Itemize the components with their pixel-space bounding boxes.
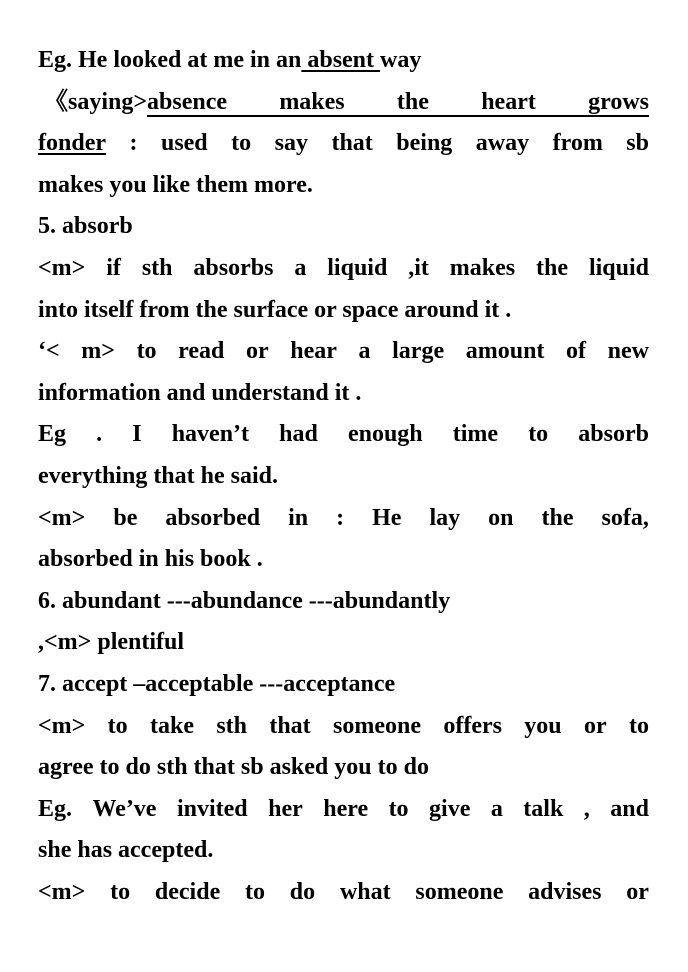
word: take: [150, 712, 194, 739]
word: advises: [528, 878, 602, 905]
word: amount: [465, 338, 545, 365]
word: :: [336, 504, 345, 531]
word: to: [110, 878, 131, 905]
word: ,: [583, 795, 590, 822]
word: offers: [443, 712, 502, 739]
word: here: [323, 795, 369, 822]
word: sth: [141, 254, 173, 281]
word: new: [607, 338, 649, 365]
word: liquid: [588, 254, 649, 281]
word: you: [524, 712, 562, 739]
word: her: [268, 795, 303, 822]
word: sth: [216, 712, 248, 739]
word: ‘<: [38, 338, 60, 365]
word: the: [541, 504, 574, 531]
word: I: [132, 421, 142, 448]
text-line-fonder-def: [38, 123, 649, 165]
word: .: [96, 421, 103, 448]
word: someone: [333, 712, 421, 739]
word: hear: [290, 338, 337, 365]
word: or: [583, 712, 607, 739]
word: sb: [626, 130, 649, 157]
word: <m>: [38, 712, 86, 739]
word: We’ve: [92, 795, 157, 822]
word: absorbed: [165, 504, 261, 531]
word: give: [429, 795, 471, 822]
word: liquid: [327, 254, 388, 281]
word: sofa,: [601, 504, 649, 531]
word: decide: [154, 878, 221, 905]
word: on: [488, 504, 514, 531]
word: someone: [415, 878, 504, 905]
word: that: [269, 712, 311, 739]
text-segment: way: [380, 47, 422, 73]
text-line-absorb-eg-2: everything that he said.: [38, 462, 278, 489]
word: of: [566, 338, 587, 365]
word: Eg: [38, 421, 67, 448]
text-line-absorb-def1-2: into itself from the surface or space around it .: [38, 296, 512, 323]
text-line-eg-absent: [38, 40, 649, 82]
text-line-accept-def1: [38, 706, 649, 748]
word: fonder: [38, 130, 106, 157]
word: <m>: [38, 878, 86, 905]
word: or: [626, 878, 649, 905]
word: absorbs: [193, 254, 274, 281]
word: being: [396, 130, 453, 157]
text-line-absorb-eg: [38, 414, 649, 456]
word: haven’t: [171, 421, 250, 448]
word: makes: [279, 82, 397, 124]
text-line-heading-accept: 7. accept –acceptable ---acceptance: [38, 670, 396, 697]
word: large: [392, 338, 445, 365]
word: to: [136, 338, 157, 365]
word: to: [231, 130, 252, 157]
word: time: [452, 421, 499, 448]
word: had: [279, 421, 318, 448]
word: heart: [481, 82, 588, 124]
word: makes: [449, 254, 516, 281]
text-line-absorbed-in: [38, 498, 649, 540]
text-line-absorb-def1: [38, 248, 649, 290]
word: to: [107, 712, 128, 739]
word: from: [552, 130, 603, 157]
word: enough: [347, 421, 423, 448]
text-line-accept-def2: [38, 872, 649, 914]
text-line-saying-absence: [38, 82, 649, 124]
dictionary-page: [38, 40, 649, 913]
text-line-absorbed-in-2: absorbed in his book .: [38, 546, 263, 573]
text-line-fonder-def-2: makes you like them more.: [38, 171, 313, 198]
word: read: [178, 338, 225, 365]
word: to: [528, 421, 549, 448]
word: say: [274, 130, 308, 157]
word: <m>: [38, 254, 86, 281]
word: or: [246, 338, 269, 365]
word: a: [294, 254, 307, 281]
word: a: [358, 338, 371, 365]
word: absorb: [578, 421, 649, 448]
word: invited: [176, 795, 248, 822]
word: m>: [81, 338, 115, 365]
text-line-absorb-def2: [38, 331, 649, 373]
word: ,it: [408, 254, 429, 281]
word: if: [106, 254, 121, 281]
word: lay: [429, 504, 461, 531]
text-line-accept-def1-2: agree to do sth that sb asked you to do: [38, 754, 429, 781]
word: the: [397, 82, 481, 124]
word: used: [160, 130, 208, 157]
text-segment: Eg. He looked at me in an: [38, 47, 302, 73]
word: Eg.: [38, 795, 73, 822]
word: a: [490, 795, 503, 822]
word: the: [536, 254, 569, 281]
text-line-absorb-def2-2: information and understand it .: [38, 379, 362, 406]
word: talk: [523, 795, 564, 822]
word: >: [133, 88, 148, 115]
word: <m>: [38, 504, 86, 531]
word: He: [372, 504, 402, 531]
word: that: [331, 130, 373, 157]
word: to: [245, 878, 266, 905]
word: saying: [68, 88, 134, 115]
word: absence: [147, 82, 279, 124]
word: to: [388, 795, 409, 822]
text-line-accept-eg-2: she has accepted.: [38, 837, 214, 864]
word: be: [113, 504, 138, 531]
word: :: [129, 130, 138, 157]
underlined-term: absent: [301, 47, 381, 73]
word: to: [628, 712, 649, 739]
word: in: [288, 504, 309, 531]
text-line-accept-eg: [38, 789, 649, 831]
text-line-heading-abundant: 6. abundant ---abundance ---abundantly: [38, 587, 451, 614]
word: what: [339, 878, 391, 905]
word: do: [289, 878, 316, 905]
word: away: [475, 130, 530, 157]
word: and: [610, 795, 649, 822]
text-line-abundant-def: ,<m> plentiful: [38, 629, 185, 656]
word: 《: [44, 88, 68, 115]
word: grows: [588, 82, 649, 124]
text-line-heading-absorb: 5. absorb: [38, 213, 133, 240]
